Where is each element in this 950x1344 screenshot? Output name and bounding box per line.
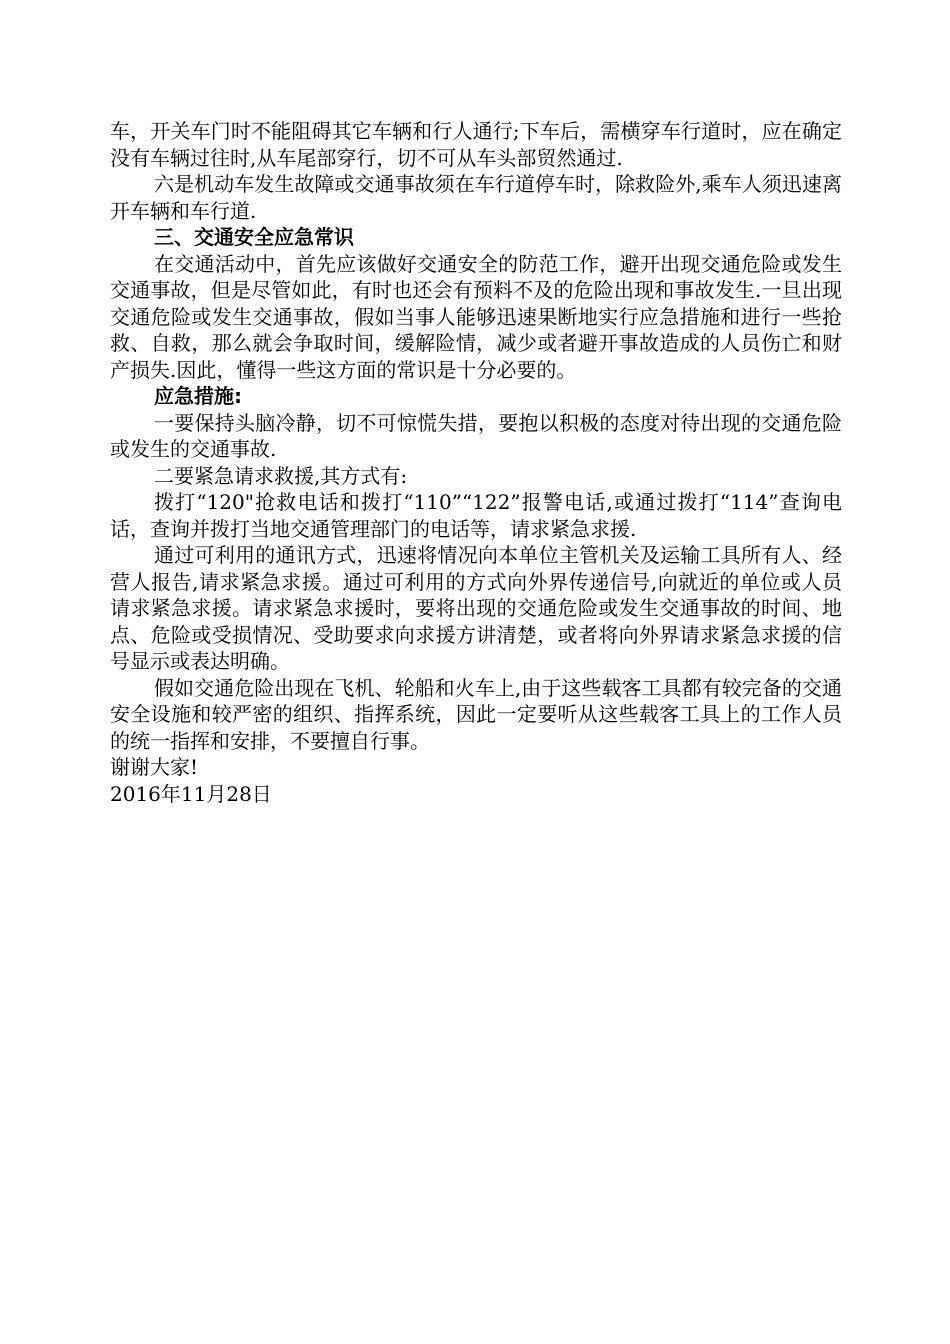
- paragraph-intro: 在交通活动中，首先应该做好交通安全的防范工作，避开出现交通危险或发生交通事故，但是尽管如此，有时也还会有预料不及的危险出现和事故发生.一旦出现交通危险或发生交通事故，假如当事人能够迅速果断地实行应急措施和进行一些抢救、自救，那么就会争取时间，缓解险情，减少或者避开事故造成的人员伤亡和财产损失.因此，懂得一些这方面的常识是十分必要的。: [110, 251, 842, 382]
- paragraph-measure-two: 二要紧急请求救援,其方式有:: [154, 463, 408, 488]
- paragraph-passenger-vehicles: 假如交通危险出现在飞机、轮船和火车上,由于这些载客工具都有较完备的交通安全设施和较严密的组织、指挥系统，因此一定要听从这些载客工具上的工作人员的统一指挥和安排，不要擅自行事。: [110, 675, 842, 753]
- section-heading: 三、交通安全应急常识: [154, 225, 354, 249]
- document-page: [110, 118, 842, 807]
- paragraph-item-six: 六是机动车发生故障或交通事故须在车行道停车时，除救险外,乘车人须迅速离开车辆和车行道.: [110, 172, 842, 223]
- subheading-emergency-measures: 应急措施:: [154, 384, 242, 408]
- paragraph-continuation: 车，开关车门时不能阻碍其它车辆和行人通行;下车后，需横穿车行道时，应在确定没有车辆过往时,从车尾部穿行，切不可从车头部贸然通过.: [110, 119, 842, 170]
- paragraph-phone-calls: 拨打“120"抢救电话和拨打“110”“122”报警电话,或通过拨打“114”查询电话，查询并拨打当地交通管理部门的电话等，请求紧急求援.: [110, 490, 842, 541]
- paragraph-communication: 通过可利用的通讯方式，迅速将情况向本单位主管机关及运输工具所有人、经营人报告,请求紧急求援。通过可利用的方式向外界传递信号,向就近的单位或人员请求紧急求援。请求紧急求援时，要将出现的交通危险或发生交通事故的时间、地点、危险或受损情况、受助要求向求援方讲清楚，或者将向外界请求紧急求援的信号显示或表达明确。: [110, 543, 842, 673]
- paragraph-measure-one: 一要保持头脑冷静，切不可惊慌失措，要抱以积极的态度对待出现的交通危险或发生的交通事故.: [110, 410, 842, 461]
- document-date: 2016年11月28日: [110, 781, 272, 806]
- closing-thanks: 谢谢大家!: [110, 755, 199, 779]
